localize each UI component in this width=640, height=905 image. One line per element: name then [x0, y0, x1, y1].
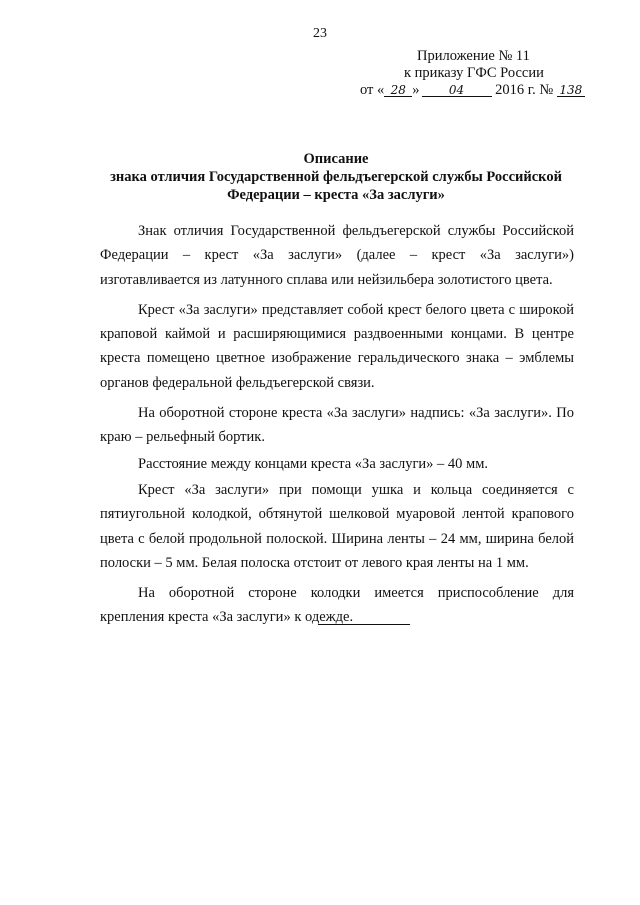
document-title [80, 150, 592, 204]
paragraph-ribbon: Крест «За заслуги» при помощи ушка и кольца соединяется с пятиугольной колодкой, обтянутой шелковой муаровой лентой крапового цвета с белой продольной полоской. Ширина ленты – 24 мм, ширина белой полоски – 5 мм. Белая полоска отстоит от левого края ленты на 1 мм. [100, 481, 574, 571]
title-line-3: Федерации – креста «За заслуги» [227, 187, 445, 203]
appendix-date-line [360, 82, 590, 99]
page-number: 23 [313, 26, 327, 41]
paragraph-appearance: Крест «За заслуги» представляет собой крест белого цвета с широкой краповой каймой и расширяющимися раздвоенными концами. В центре креста помещено цветное изображение геральдического знака – эмблемы органов федеральной фельдъегерской связи. [100, 301, 574, 391]
paragraph-reverse-side: На оборотной стороне креста «За заслуги» надпись: «За заслуги». По краю – рельефный бортик. [100, 405, 574, 446]
appendix-order-ref: к приказу ГФС России [404, 65, 544, 81]
date-month-handwritten: 04 [422, 84, 492, 97]
order-number-handwritten: 138 [557, 84, 585, 97]
appendix-title: Приложение № 11 [417, 48, 530, 64]
date-prefix: от « [360, 82, 385, 98]
title-line-2: знака отличия Государственной фельдъегерской службы Российской [110, 169, 562, 185]
date-mid: » [412, 82, 420, 98]
document-body [100, 219, 574, 636]
date-year: 2016 г. № [495, 82, 554, 98]
date-day-handwritten: 28 [384, 84, 412, 97]
appendix-header [360, 48, 590, 99]
paragraph-material: Знак отличия Государственной фельдъегерской службы Российской Федерации – крест «За заслуги» (далее – крест «За заслуги») изготавливается из латунного сплава или нейзильбера золотистого цвета. [100, 223, 574, 288]
paragraph-fastening: На оборотной стороне колодки имеется приспособление для крепления креста «За заслуги» к одежде. [100, 585, 574, 626]
end-divider [318, 624, 410, 625]
paragraph-size: Расстояние между концами креста «За заслуги» – 40 мм. [138, 455, 489, 472]
title-line-1: Описание [303, 151, 369, 167]
